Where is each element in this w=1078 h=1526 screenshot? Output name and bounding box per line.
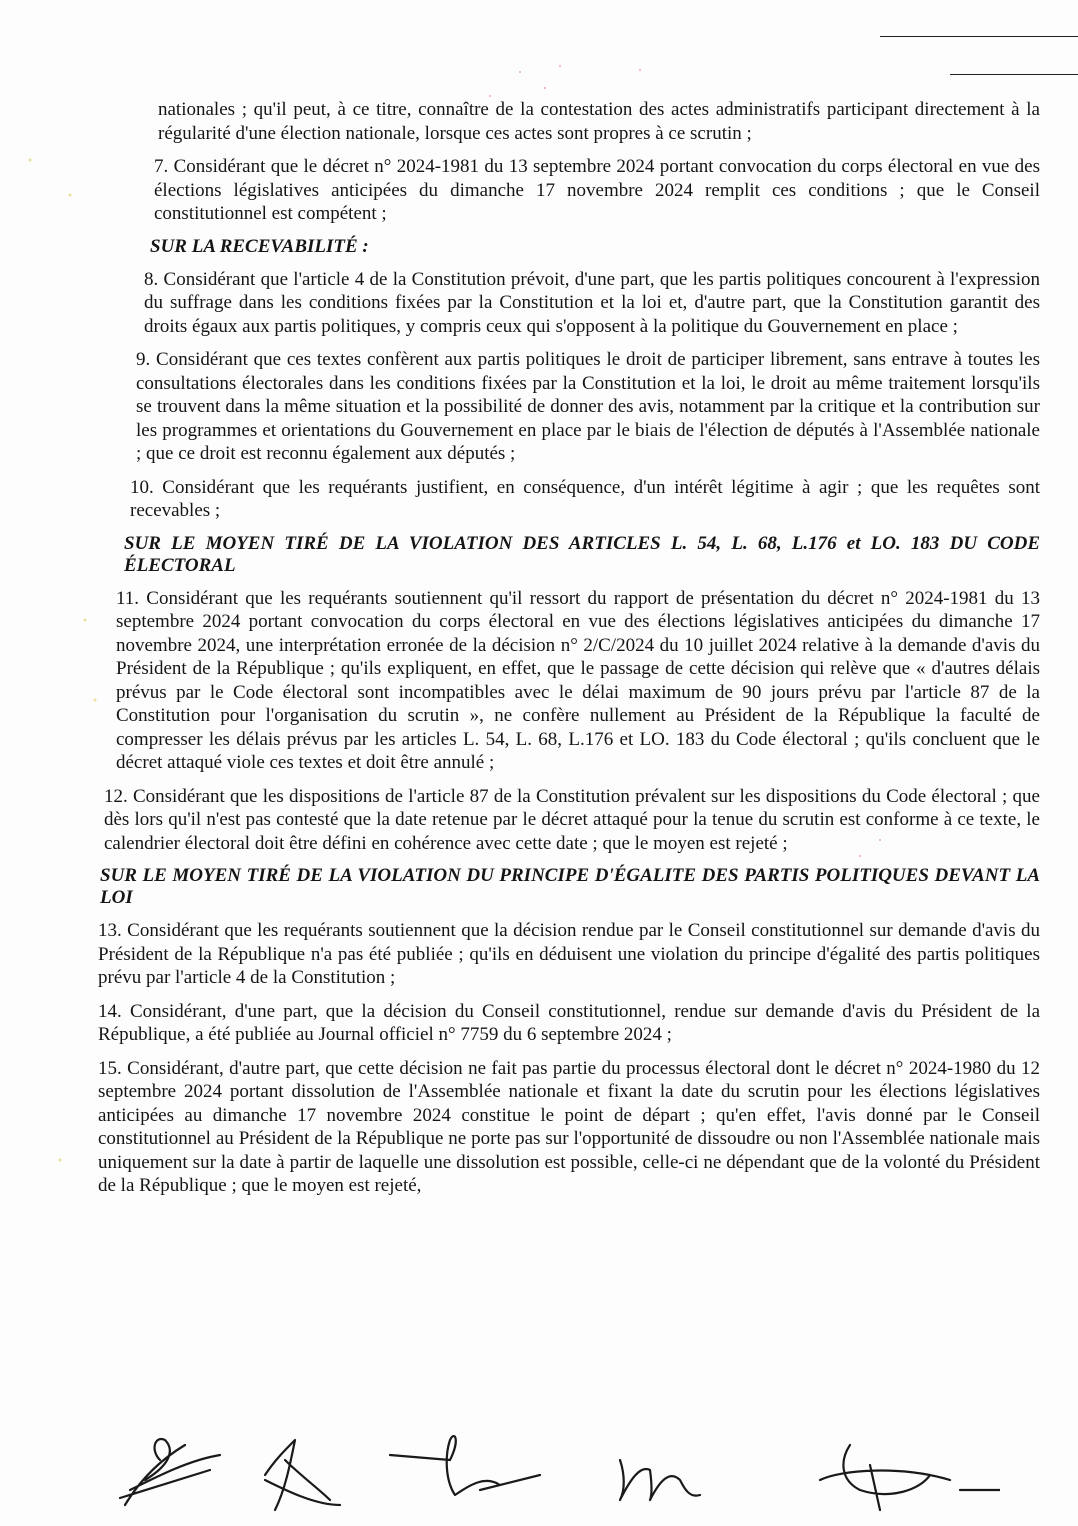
section-heading-violation-egalite: SUR LE MOYEN TIRÉ DE LA VIOLATION DU PRINCIPE D'ÉGALITE DES PARTIS POLITIQUES DEVANT LA LOI: [100, 865, 1040, 908]
paragraph-7: 7. Considérant que le décret n° 2024-1981 du 13 septembre 2024 portant convocation du corps électoral en vue des élections législatives anticipées du dimanche 17 novembre 2024 remplit ces conditions ; que le Conseil constitutionnel est compétent ;: [154, 156, 1040, 224]
paragraph-15: 15. Considérant, d'autre part, que cette décision ne fait pas partie du processus électoral dont le décret n° 2024-1980 du 12 septembre 2024 portant dissolution de l'Assemblée nationale et fixant la date du scrutin pour les élections législatives anticipées au dimanche 17 novembre 2024 constitue le point de départ ; qu'en effet, l'avis donné par le Conseil constitutionnel au Président de la République ne porte pas sur l'opportunité de dissoudre ou non l'Assemblée nationale mais uniquement sur la date à partir de laquelle une dissolution est possible, celle-ci ne dépendant que de la volonté du Président de la République ; que le moyen est rejeté,: [98, 1057, 1040, 1196]
paragraph-10: 10. Considérant que les requérants justifient, en conséquence, d'un intérêt légitime à agir ; que les requêtes sont recevables ;: [130, 476, 1040, 521]
paragraph-12: 12. Considérant que les dispositions de l'article 87 de la Constitution prévalent sur les dispositions du Code électoral ; que dès lors qu'il n'est pas contesté que la date retenue par le décret attaqué pour la tenue du scrutin est conforme à ce texte, le calendrier électoral doit être défini en cohérence avec cette date ; que le moyen est rejeté ;: [104, 785, 1040, 854]
section-heading-recevabilite: SUR LA RECEVABILITÉ :: [150, 235, 369, 257]
paragraph-11: 11. Considérant que les requérants soutiennent qu'il ressort du rapport de présentation du décret n° 2024-1981 du 13 septembre 2024 portant convocation du corps électoral en vue des élections législatives anticipées du dimanche 17 novembre 2024, une interprétation erronée de la décision n° 2/C/2024 du 10 juillet 2024 relative à la demande d'avis du Président de la République ; qu'ils expliquent, en effet, que le passage de cette décision qui relève que « d'autres délais prévus par le Code électoral sont incompatibles avec le délai maximum de 90 jours prévu par l'article 87 de la Constitution pour l'organisation du scrutin », ne confère nullement au Président de la République la faculté de compresser les délais prévus par les articles L. 54, L. 68, L.176 et LO. 183 du Code électoral ; qu'ils concluent que le décret attaqué viole ces textes et doit être annulé ;: [116, 587, 1040, 773]
signature-5: [820, 1445, 1000, 1510]
signatures-row: [100, 1420, 1000, 1520]
section-heading-violation-articles: SUR LE MOYEN TIRÉ DE LA VIOLATION DES ARTICLES L. 54, L. 68, L.176 et LO. 183 DU CODE ÉLECTORAL: [124, 532, 1040, 576]
signature-4: [620, 1460, 700, 1500]
top-rule-1: [880, 36, 1078, 37]
signature-2: [265, 1440, 340, 1510]
document-body: [98, 98, 1040, 1208]
paragraph-13: 13. Considérant que les requérants soutiennent que la décision rendue par le Conseil constitutionnel sur demande d'avis du Président de la République n'a pas été publiée ; qu'ils en déduisent une violation du principe d'égalité des partis politiques prévu par l'article 4 de la Constitution ;: [98, 920, 1040, 988]
paragraph-9: 9. Considérant que ces textes confèrent aux partis politiques le droit de participer librement, sans entrave à toutes les consultations électorales dans les conditions fixées par la Constitution et la loi, le droit au même traitement lorsqu'ils se trouvent dans la même situation et la possibilité de donner des avis, notamment par la critique et la contribution sur les programmes et orientations du Gouvernement en place par le biais de l'élection de députés à l'Assemblée nationale ; que ce droit est reconnu également aux députés ;: [136, 349, 1040, 464]
signature-1: [120, 1439, 220, 1505]
top-rule-2: [950, 74, 1078, 75]
paragraph-8: 8. Considérant que l'article 4 de la Constitution prévoit, d'une part, que les partis politiques concourent à l'expression du suffrage dans les conditions fixées par la Constitution et la loi et, d'autre part, que la Constitution garantit des droits égaux aux partis politiques, y compris ceux qui s'opposent à la politique du Gouvernement en place ;: [144, 268, 1040, 337]
signature-3: [390, 1436, 540, 1495]
paragraph-6-continued: nationales ; qu'il peut, à ce titre, connaître de la contestation des actes administratifs participant directement à la régularité d'une élection nationale, lorsque ces actes sont propres à ce scrutin ;: [158, 99, 1040, 144]
paragraph-14: 14. Considérant, d'une part, que la décision du Conseil constitutionnel, rendue sur demande d'avis du Président de la République, a été publiée au Journal officiel n° 7759 du 6 septembre 2024 ;: [98, 1000, 1040, 1045]
signatures-drawing: [100, 1420, 1000, 1520]
